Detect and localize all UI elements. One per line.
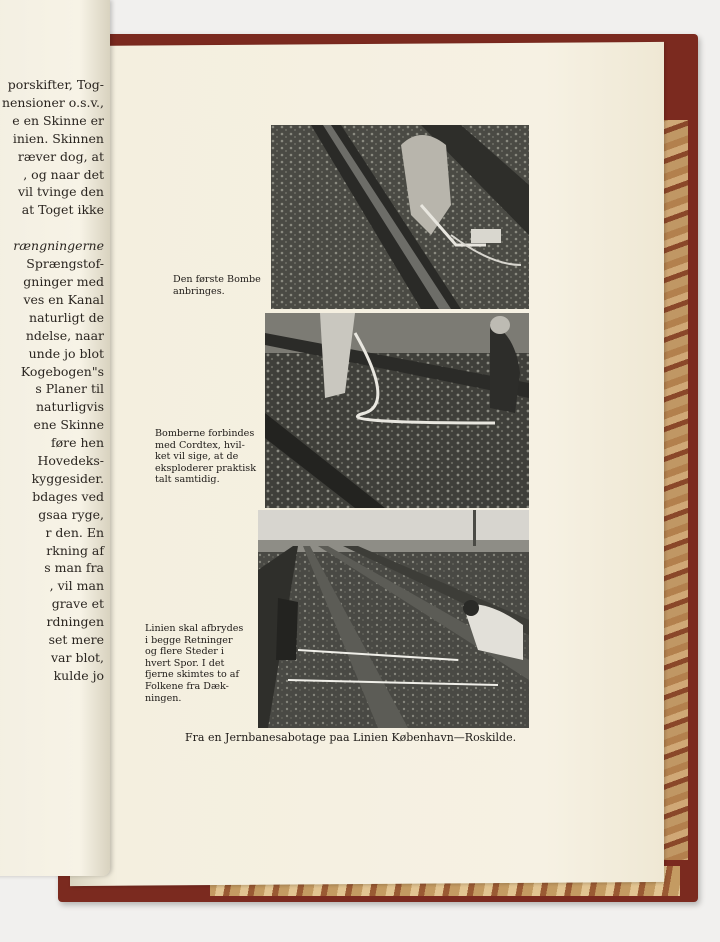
left-page-line: r den. En — [45, 524, 104, 540]
left-page-line — [0, 219, 104, 237]
caption-line: og flere Steder i — [145, 646, 224, 658]
left-page-line: at Toget ikke — [21, 202, 104, 218]
caption-line: med Cordtex, hvil- — [155, 439, 245, 451]
left-page-line: naturligvis — [35, 399, 104, 415]
left-page-line: gsaa ryge, — [38, 506, 104, 522]
caption-line: hvert Spor. I det — [145, 657, 225, 669]
left-page-line: unde jo blot — [28, 345, 104, 361]
photo3-caption — [145, 623, 243, 704]
left-page-line: gninger med — [23, 273, 104, 289]
caption-line: eksploderer praktisk — [155, 462, 257, 474]
photo-tracks — [258, 510, 529, 728]
left-page-line: Kogebogen"s — [20, 363, 104, 379]
left-page-text — [0, 76, 104, 685]
left-page-line: set mere — [48, 632, 104, 648]
caption-line: fjerne skimtes to af — [145, 669, 240, 681]
left-page — [0, 0, 110, 876]
left-page-line: naturligt de — [29, 309, 104, 325]
left-page-line: e en Skinne er — [12, 112, 104, 128]
left-page-line: rængningerne — [13, 238, 104, 254]
left-page-line: nensioner o.s.v., — [1, 94, 104, 110]
left-page-line: føre hen — [51, 435, 104, 451]
left-page-line: s Planer til — [35, 381, 104, 397]
left-page-line: porskifter, Tog- — [7, 77, 104, 92]
photo-placing-bomb — [271, 125, 529, 309]
caption-line: ket vil sige, at de — [155, 451, 239, 463]
left-page-line: bdages ved — [32, 488, 104, 504]
page-caption: Fra en Jernbanesabotage paa Linien København—Roskilde. — [185, 731, 517, 744]
caption-line: anbringes. — [173, 285, 225, 297]
left-page-line: kulde jo — [53, 667, 104, 683]
left-page-line: vil tvinge den — [18, 184, 104, 200]
caption-line: Linien skal afbrydes — [145, 623, 244, 634]
left-page-line: ves en Kanal — [23, 291, 104, 307]
caption-line: Folkene fra Dæk- — [145, 680, 229, 692]
left-page-line: grave et — [51, 596, 104, 612]
left-page-line: inien. Skinnen — [12, 130, 104, 146]
caption-line: Bomberne forbindes — [155, 428, 255, 439]
left-page-line: Hovedeks- — [37, 453, 104, 469]
left-page-line: ene Skinne — [33, 417, 104, 433]
caption-line: Den første Bombe — [173, 274, 261, 285]
caption-line: ningen. — [145, 692, 182, 704]
left-page-line: rdningen — [46, 614, 104, 630]
photo1-caption — [173, 274, 261, 297]
left-page-line: var blot, — [51, 650, 104, 665]
caption-line: i begge Retninger — [145, 634, 233, 646]
left-page-line: kyggesider. — [31, 470, 104, 486]
left-page-line: , vil man — [49, 578, 104, 594]
left-page-line: ræver dog, at — [17, 148, 104, 164]
left-page-line: ndelse, naar — [25, 327, 104, 343]
left-page-line: s man fra — [44, 560, 104, 576]
photo-cordtex — [265, 313, 529, 508]
left-page-line: , og naar det — [23, 166, 104, 182]
left-page-line: rkning af — [46, 542, 104, 558]
left-page-line: Sprængstof- — [26, 256, 104, 272]
caption-line: talt samtidig. — [155, 474, 220, 486]
photo2-caption — [155, 428, 256, 486]
